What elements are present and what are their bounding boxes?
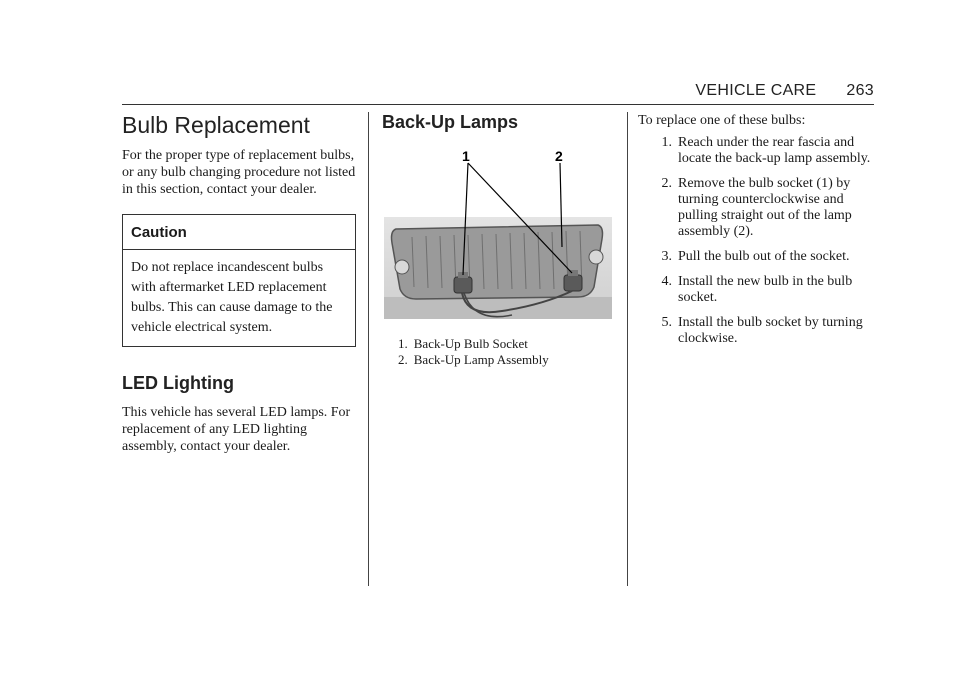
legend-item: 2. Back-Up Lamp Assembly [398, 352, 549, 367]
back-up-lamp-illustration [382, 147, 612, 322]
figure-legend [382, 336, 614, 368]
header-rule [122, 104, 874, 105]
led-lighting-heading: LED Lighting [122, 373, 234, 393]
legend-item: 1. Back-Up Bulb Socket [398, 336, 528, 351]
callout-1-label: 1 [462, 148, 470, 164]
column-1 [122, 108, 356, 455]
bulb-replacement-heading: Bulb Replacement [122, 112, 310, 138]
back-up-lamps-heading: Back-Up Lamps [382, 112, 519, 132]
column-divider-1 [368, 112, 369, 586]
step-item: 2. Remove the bulb socket (1) by turning counterclockwise and pulling straight out of the lamp assembly (2). [661, 176, 852, 239]
mounting-tab-right [589, 250, 603, 264]
procedure-steps [638, 135, 878, 347]
mounting-tab-left [395, 260, 409, 274]
step-item: 1. Reach under the rear fascia and locate the back-up lamp assembly. [661, 135, 871, 166]
procedure-intro: To replace one of these bulbs: [638, 113, 806, 128]
step-item: 4. Install the new bulb in the bulb socket. [661, 274, 853, 305]
caution-box [122, 214, 356, 347]
column-divider-2 [627, 112, 628, 586]
step-item: 5. Install the bulb socket by turning clockwise. [661, 315, 863, 346]
page-header [695, 82, 874, 100]
section-title: VEHICLE CARE [695, 82, 817, 99]
lower-bumper [384, 297, 612, 319]
column-3 [638, 108, 878, 356]
caution-title: Caution [123, 215, 355, 250]
callout-2-label: 2 [555, 148, 563, 164]
page-number: 263 [846, 82, 874, 99]
column-2 [382, 108, 614, 368]
bulb-replacement-intro: For the proper type of replacement bulbs, or any bulb changing procedure not listed in this section, contact your dealer. [122, 148, 356, 197]
step-item: 3. Pull the bulb out of the socket. [661, 249, 850, 264]
lamp-assembly-drawing [382, 147, 612, 322]
caution-text: Do not replace incandescent bulbs with aftermarket LED replacement bulbs. This can cause damage to the vehicle electrical system. [131, 260, 333, 335]
led-lighting-text: This vehicle has several LED lamps. For replacement of any LED lighting assembly, contact your dealer. [122, 405, 351, 454]
